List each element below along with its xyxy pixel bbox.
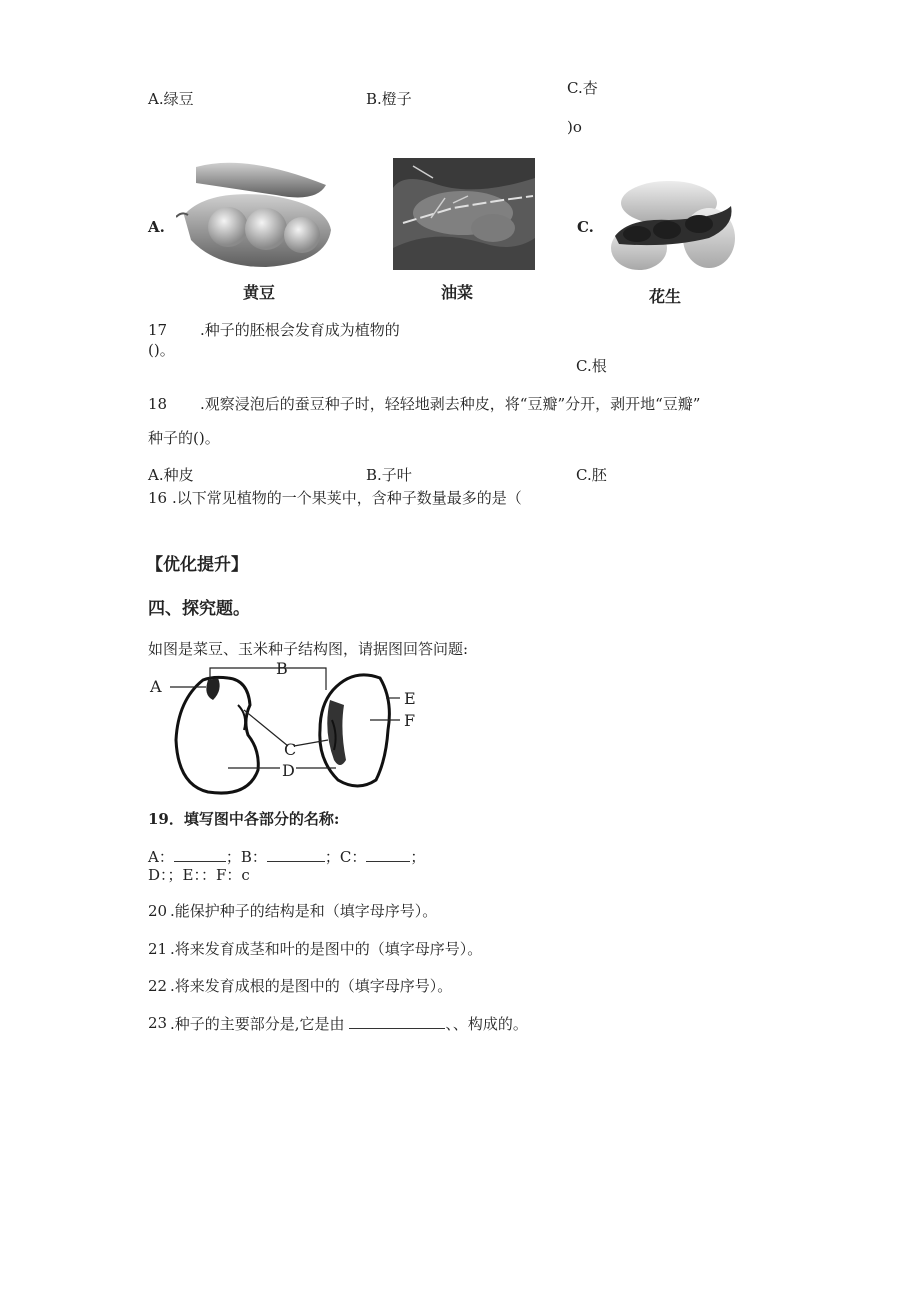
diagram-label-f: F [404, 711, 416, 730]
diagram-label-d: D [282, 761, 295, 780]
q19-c-blank [366, 849, 410, 862]
q18-option-b: B.子叶 [366, 466, 412, 484]
q19-c-label: ；C： [324, 848, 367, 866]
q23-line [170, 1016, 528, 1032]
picture-option-c-label: C. [577, 218, 594, 236]
intro-text: 如图是菜豆、玉米种子结构图，请据图回答问题: [148, 640, 469, 658]
q19-b-blank [267, 849, 325, 862]
rapeseed-caption: 油菜 [441, 283, 474, 302]
q19-line2: D：；E：：F：c [148, 866, 250, 884]
peanut-photo [609, 178, 737, 274]
soybean-photo [176, 155, 334, 270]
q20-text: .能保护种子的结构是和（填字母序号）。 [170, 902, 438, 920]
q18-option-c: C.胚 [576, 466, 607, 484]
q17-text: .种子的胚根会发育成为植物的 [200, 321, 400, 339]
question-tail: )o [567, 118, 582, 136]
q19-b-label: ；B： [225, 848, 267, 866]
diagram-label-c: C [284, 740, 297, 759]
q23-pre: .种子的主要部分是,它是由 [170, 1015, 345, 1033]
q18-line2: 种子的()。 [148, 429, 220, 447]
q17-paren: ()。 [148, 341, 175, 359]
q22-number: 22 [148, 977, 168, 995]
q18-option-a: A.种皮 [148, 466, 194, 484]
peanut-caption: 花生 [649, 287, 682, 306]
q18-number: 18 [148, 395, 168, 413]
section-title: 【优化提升】 [146, 555, 248, 575]
option-a-mung-bean: A.绿豆 [148, 90, 194, 108]
q20-number: 20 [148, 902, 168, 920]
q16-text: .以下常见植物的一个果荚中，含种子数量最多的是（ [172, 489, 522, 507]
diagram-label-e: E [404, 689, 416, 708]
q23-post: 、、构成的。 [445, 1015, 528, 1033]
q19-end: ； [410, 848, 426, 866]
option-c-apricot: C.杏 [567, 79, 598, 97]
q19-a-blank [174, 849, 226, 862]
q21-number: 21 [148, 940, 168, 958]
soybean-caption: 黄豆 [243, 283, 276, 302]
q23-number: 23 [148, 1014, 168, 1032]
diagram-label-a: A [150, 677, 162, 696]
q16-number: 16 [148, 489, 168, 507]
seed-structure-diagram [148, 660, 433, 800]
q23-blank [349, 1016, 445, 1029]
q19-title: 19．填写图中各部分的名称: [148, 810, 340, 828]
q22-text: .将来发育成根的是图中的（填字母序号）。 [170, 977, 453, 995]
option-b-orange: B.橙子 [366, 90, 412, 108]
q19-a-label: A： [148, 848, 174, 866]
section-subtitle: 四、探究题。 [148, 599, 250, 619]
q17-number: 17 [148, 321, 168, 339]
picture-option-a-label: A. [148, 218, 165, 236]
q17-option-c: C.根 [576, 357, 607, 375]
diagram-label-b: B [276, 660, 288, 678]
rapeseed-photo [393, 158, 535, 270]
q21-text: .将来发育成茎和叶的是图中的（填字母序号）。 [170, 940, 483, 958]
q19-blanks-line1 [148, 849, 425, 865]
q18-text: .观察浸泡后的蚕豆种子时，轻轻地剥去种皮，将“豆瓣”分开，剥开地“豆瓣” [200, 395, 701, 413]
